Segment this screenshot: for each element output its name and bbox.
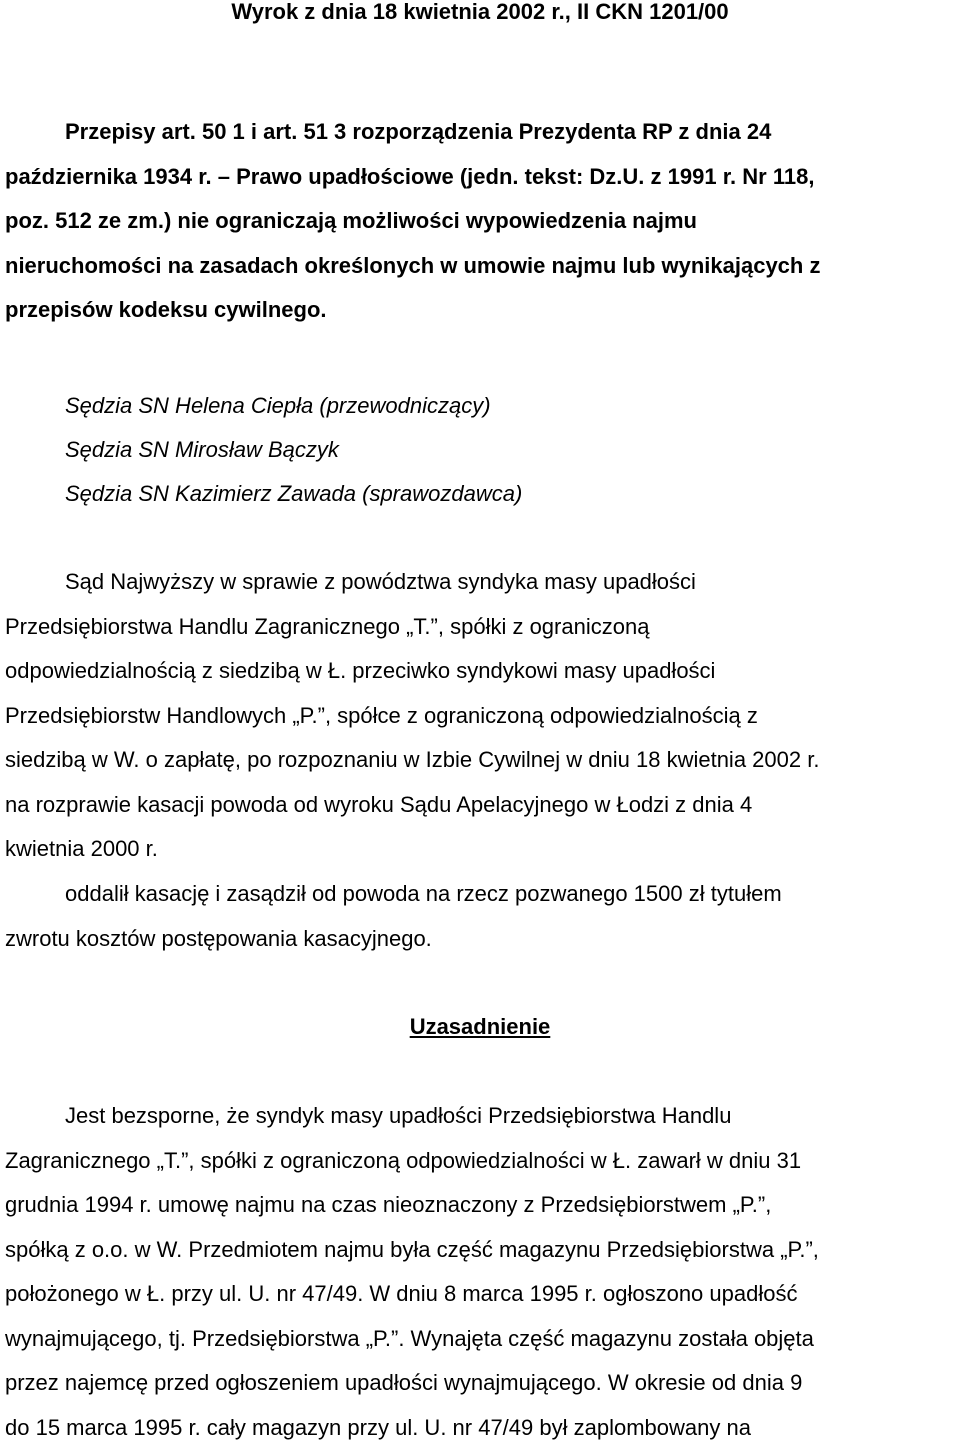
justification-line: przez najemcę przed ogłoszeniem upadłości wynajmującego. W okresie od dnia 9 [5, 1370, 803, 1395]
decision-paragraph [5, 872, 960, 961]
ruling-line: Sąd Najwyższy w sprawie z powództwa syndyka masy upadłości [65, 569, 696, 594]
thesis-paragraph [5, 110, 960, 333]
judge-line-1: Sędzia SN Helena Ciepła (przewodniczący) [65, 393, 491, 418]
ruling-line: Przedsiębiorstwa Handlu Zagranicznego „T.”, spółki z ograniczoną [5, 613, 650, 639]
judge-line-2: Sędzia SN Mirosław Bączyk [65, 437, 339, 462]
justification-line: Zagranicznego „T.”, spółki z ograniczoną odpowiedzialności w Ł. zawarł w dniu 31 [5, 1147, 802, 1173]
judge-line-3: Sędzia SN Kazimierz Zawada (sprawozdawca) [65, 481, 523, 506]
justification-paragraph [5, 1094, 960, 1442]
ruling-line: siedzibą w W. o zapłatę, po rozpoznaniu w Izbie Cywilnej w dniu 18 kwietnia 2002 r. [5, 747, 820, 772]
thesis-line: nieruchomości na zasadach określonych w umowie najmu lub wynikających z [5, 252, 821, 278]
document-title: Wyrok z dnia 18 kwietnia 2002 r., II CKN 1201/00 [231, 0, 729, 24]
thesis-line: poz. 512 ze zm.) nie ograniczają możliwości wypowiedzenia najmu [5, 208, 697, 233]
thesis-line: października 1934 r. – Prawo upadłościowe (jedn. tekst: Dz.U. z 1991 r. Nr 118, [5, 163, 815, 189]
justification-line: do 15 marca 1995 r. cały magazyn przy ul. U. nr 47/49 był zaplombowany na [5, 1414, 751, 1440]
justification-line: Jest bezsporne, że syndyk masy upadłości Przedsiębiorstwa Handlu [65, 1103, 732, 1128]
thesis-line: Przepisy art. 50 1 i art. 51 3 rozporządzenia Prezydenta RP z dnia 24 [65, 119, 772, 144]
decision-line: oddalił kasację i zasądził od powoda na rzecz pozwanego 1500 zł tytułem [65, 881, 782, 906]
justification-line: wynajmującego, tj. Przedsiębiorstwa „P.”. Wynajęta część magazynu została objęta [5, 1325, 814, 1351]
ruling-line: odpowiedzialnością z siedzibą w Ł. przeciwko syndykowi masy upadłości [5, 658, 716, 683]
thesis-line: przepisów kodeksu cywilnego. [5, 297, 327, 322]
ruling-line: na rozprawie kasacji powoda od wyroku Sądu Apelacyjnego w Łodzi z dnia 4 [5, 791, 753, 817]
justification-line: spółką z o.o. w W. Przedmiotem najmu była część magazynu Przedsiębiorstwa „P.”, [5, 1236, 819, 1262]
justification-line: grudnia 1994 r. umowę najmu na czas nieoznaczony z Przedsiębiorstwem „P.”, [5, 1192, 772, 1217]
ruling-line: Przedsiębiorstw Handlowych „P.”, spółce z ograniczoną odpowiedzialnością z [5, 702, 758, 728]
justification-heading: Uzasadnienie [409, 1014, 551, 1039]
decision-line: zwrotu kosztów postępowania kasacyjnego. [5, 925, 432, 951]
ruling-paragraph [5, 560, 960, 872]
ruling-line: kwietnia 2000 r. [5, 836, 158, 861]
justification-line: położonego w Ł. przy ul. U. nr 47/49. W dniu 8 marca 1995 r. ogłoszono upadłość [5, 1281, 798, 1306]
